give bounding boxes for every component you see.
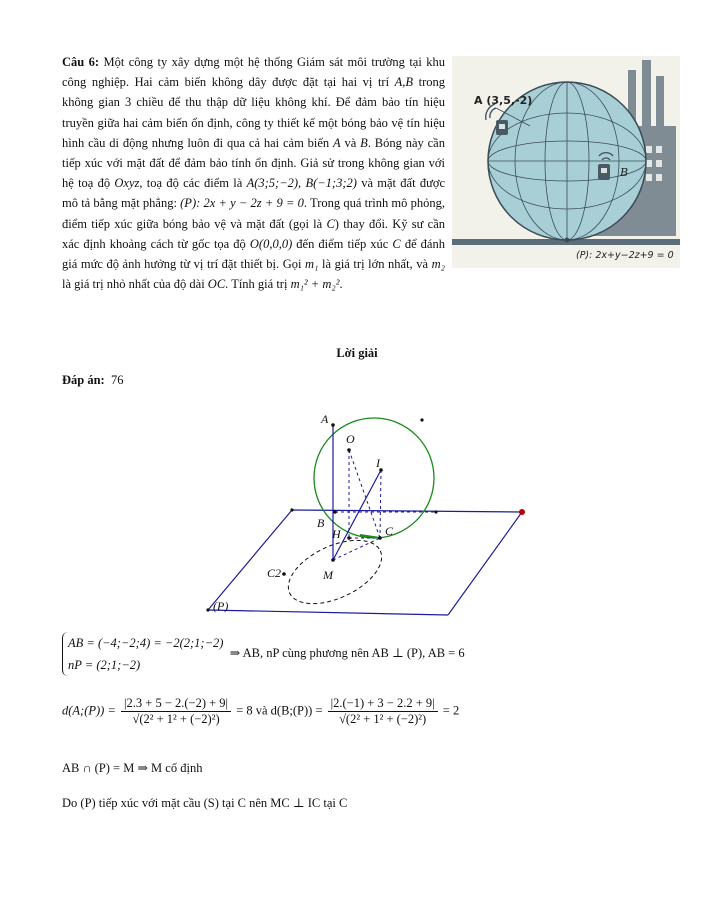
intersection-line: AB ∩ (P) = M ⇒ M cố định [62,761,203,775]
equation-system [62,632,223,676]
problem-text: trong không gian 3 chiều để thu thập dữ liệu không khí. Để đảm bảo tín hiệu truyền giữa hai cảm biến ổn định, công ty thiết kế một bóng bảo vệ tín hiệu hình cầu di động nhưng luôn đi qua cả hai cảm biến [62,75,445,150]
problem-text: ) thay đổi. Kỹ sư cần xác định khoảng cách từ gốc tọa độ [62,216,446,251]
fraction-denominator: √(2² + 1² + (−2)²) [339,712,427,726]
distance-equation-line [62,696,459,727]
label-point-c: C [385,524,394,538]
problem-text: . Tính giá trị [225,277,291,292]
circle-point [420,418,423,421]
math-inline: (P): 2x + y − 2z + 9 = 0 [180,196,304,211]
math-inline: B [360,135,368,150]
math-inline: OC [207,277,226,292]
math-inline: Oxyz [114,176,140,191]
problem-text: và mặt đất được mô tả bằng mặt phẳng: [62,176,445,211]
problem-text: . Bóng này cần tiếp xúc với mặt đất để đảm bảo tính ổn định. Giả sử trong không gian với hệ toạ độ [62,135,445,191]
problem-text: , toạ độ các điểm là [139,176,247,191]
equation-conclusion: ⇒ AB, nP cùng phương nên AB ⊥ (P), AB = 6 [229,645,465,660]
equation-normal-vector: nP = (2;1;−2) [68,658,141,672]
dashed-lines [333,450,436,560]
math-inline: C [392,236,401,251]
label-point-m: M [323,568,333,582]
fraction-numerator: |2.3 + 5 − 2.(−2) + 9| [121,696,231,712]
fraction-numerator: |2.(−1) + 3 − 2.2 + 9| [328,696,438,712]
problem-text: . [339,277,343,292]
problem-text: . Trong quá trình mô phỏng, điểm tiếp xúc giữa bóng bảo vệ và mặt đất (gọi là [62,196,445,231]
problem-text: và [340,135,361,150]
math-inline: C [326,216,335,231]
math-inline: m₂ [431,257,445,272]
label-point-b: B [317,516,325,530]
label-point-o: O [346,432,355,446]
geometry-figure [200,405,540,620]
label-point-h: H [332,527,341,541]
answer-value: 76 [110,373,124,387]
distance-a-label: d(A;(P)) = [62,703,116,718]
equation-system-line [62,632,465,676]
sphere-illustration [452,56,680,268]
math-inline: A(3;5;−2), B(−1;3;2) [246,176,357,191]
plane-corner-point [519,509,525,515]
answer-label: Đáp án: [62,373,105,387]
question-label: Câu 6: [62,55,100,69]
plane-corner-point [206,608,209,611]
equation-ab-vector: AB = (−4;−2;4) = −2(2;1;−2) [68,636,224,650]
plane-p [208,510,522,615]
math-inline: m₁ [305,257,319,272]
math-inline: A [333,135,341,150]
problem-text: để đánh giá mức độ ảnh hưởng từ vị trí đặt thiết bị. Gọi [62,236,445,272]
answer-line [62,373,123,388]
distance-b-value: = 2 [442,703,460,718]
plane-equation-label: (P): 2x+y−2z+9 = 0 [576,250,674,261]
math-inline: m₁² + m₂² [290,277,340,292]
label-b: B [620,166,629,179]
distance-b-label: = 8 và d(B;(P)) = [236,703,323,718]
problem-statement [62,52,445,294]
fraction-denominator: √(2² + 1² + (−2)²) [132,712,220,726]
solution-title: Lời giải [336,346,378,360]
math-inline: O(0,0,0) [249,236,293,251]
problem-text: Một công ty xây dựng một hệ thống Giám sát môi trường tại khu công nghiệp. Hai cảm biến không dây được đặt tại hai vị trí [62,55,445,90]
problem-text: là giá trị lớn nhất, và [318,257,432,272]
fraction-b [328,696,438,727]
tangent-statement: Do (P) tiếp xúc với mặt cầu (S) tại C nên MC ⊥ IC tại C [62,796,348,810]
label-plane-p: (P) [213,599,229,613]
problem-text: là giá trị nhỏ nhất của độ dài [62,277,208,292]
label-point-i: I [376,456,380,470]
problem-text: đến điểm tiếp xúc [292,236,393,251]
fraction-a [121,696,231,727]
label-a: A (3,5,-2) [474,94,533,107]
math-inline: A,B [394,75,414,90]
label-point-c2: C2 [267,566,282,580]
label-point-a: A [321,412,329,426]
circle-point [434,510,437,513]
plane-corner-point [290,508,293,511]
